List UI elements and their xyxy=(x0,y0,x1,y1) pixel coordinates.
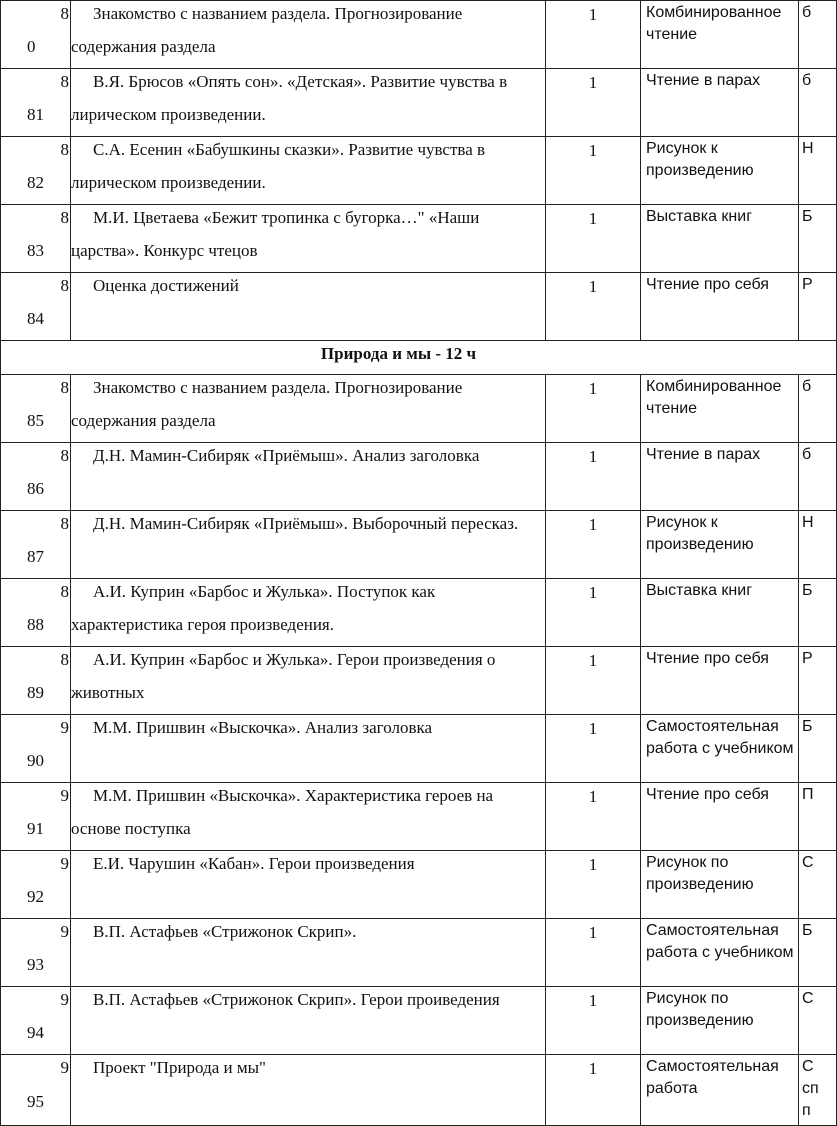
table-row xyxy=(1,579,837,647)
lesson-number-clipped: 9 xyxy=(60,854,69,873)
table-row xyxy=(1,137,837,205)
lesson-number-clipped: 8 xyxy=(60,208,69,227)
lesson-topic-cell xyxy=(71,69,546,137)
lesson-topic-cell xyxy=(71,987,546,1055)
lesson-number-clipped: 9 xyxy=(60,786,69,805)
lesson-topic: Оценка достижений xyxy=(93,276,239,295)
lesson-hours-cell: 1 xyxy=(546,69,641,137)
lesson-extra: Р xyxy=(802,276,813,293)
lesson-topic: В.П. Астафьев «Стрижонок Скрип». Герои проиведения xyxy=(93,990,500,1009)
lesson-number-clipped: 9 xyxy=(60,990,69,1009)
lesson-number-clipped: 8 xyxy=(60,582,69,601)
lesson-number-cell xyxy=(1,579,71,647)
lesson-number-cell xyxy=(1,137,71,205)
lesson-hours-cell: 1 xyxy=(546,443,641,511)
lesson-form-cell: Чтение про себя xyxy=(641,273,799,341)
lesson-extra: С xyxy=(802,854,814,871)
lesson-extra: б xyxy=(802,4,812,21)
lesson-number-cell xyxy=(1,647,71,715)
lesson-topic: С.А. Есенин «Бабушкины сказки». Развитие чувства в лирическом произведении. xyxy=(71,140,486,192)
lesson-number-cell xyxy=(1,205,71,273)
lesson-form-cell: Выставка книг xyxy=(641,205,799,273)
lesson-topic: Проект "Природа и мы" xyxy=(93,1058,266,1077)
lesson-extra: б xyxy=(802,446,812,463)
lesson-form-cell: Рисунок к произведению xyxy=(641,511,799,579)
table-row xyxy=(1,1055,837,1126)
lesson-hours-cell: 1 xyxy=(546,137,641,205)
lesson-extra: С xyxy=(802,990,814,1007)
section-title: Природа и мы - 12 ч xyxy=(1,341,837,375)
table-row xyxy=(1,919,837,987)
lesson-topic-cell xyxy=(71,783,546,851)
lesson-number-clipped: 8 xyxy=(60,140,69,159)
lesson-extra: П xyxy=(802,786,814,803)
table-row xyxy=(1,783,837,851)
lesson-number-cell xyxy=(1,715,71,783)
lesson-form-cell: Рисунок по произведению xyxy=(641,851,799,919)
lesson-number-clipped: 8 xyxy=(60,276,69,295)
lesson-number: 81 xyxy=(27,105,44,124)
lesson-topic-cell xyxy=(71,205,546,273)
lesson-extra-cell xyxy=(799,205,837,273)
lesson-topic-cell xyxy=(71,375,546,443)
lesson-number-clipped: 8 xyxy=(60,72,69,91)
lesson-number: 0 xyxy=(27,37,36,56)
table-row xyxy=(1,851,837,919)
lesson-hours-cell: 1 xyxy=(546,647,641,715)
lesson-extra-cell xyxy=(799,919,837,987)
lesson-extra-cell xyxy=(799,579,837,647)
table-row xyxy=(1,443,837,511)
lesson-form-cell: Выставка книг xyxy=(641,579,799,647)
lesson-extra: Б xyxy=(802,582,813,599)
table-row xyxy=(1,273,837,341)
lesson-extra-cell xyxy=(799,375,837,443)
lesson-number-cell xyxy=(1,851,71,919)
lesson-topic: М.М. Пришвин «Выскочка». Анализ заголовка xyxy=(93,718,433,737)
lesson-number-clipped: 8 xyxy=(60,446,69,465)
lesson-extra-cell xyxy=(799,715,837,783)
lesson-number-cell xyxy=(1,375,71,443)
lesson-number-clipped: 8 xyxy=(60,378,69,397)
lesson-hours-cell: 1 xyxy=(546,851,641,919)
lesson-extra-cell xyxy=(799,851,837,919)
lesson-extra: Р xyxy=(802,650,813,667)
lesson-number-cell xyxy=(1,783,71,851)
lesson-extra-cell xyxy=(799,69,837,137)
lesson-hours-cell: 1 xyxy=(546,511,641,579)
lesson-topic: М.И. Цветаева «Бежит тропинка с бугорка…" «Наши царства». Конкурс чтецов xyxy=(71,208,480,260)
lesson-extra-cell xyxy=(799,1,837,69)
lesson-extra-cell xyxy=(799,783,837,851)
table-row xyxy=(1,69,837,137)
lesson-form-cell: Чтение в парах xyxy=(641,443,799,511)
lesson-topic: А.И. Куприн «Барбос и Жулька». Поступок как характеристика героя произведения. xyxy=(71,582,436,634)
lesson-form-cell: Самостоятельная работа с учебником xyxy=(641,919,799,987)
lesson-topic-cell xyxy=(71,443,546,511)
lesson-topic-cell xyxy=(71,511,546,579)
lesson-number-clipped: 9 xyxy=(60,922,69,941)
lesson-topic: Е.И. Чарушин «Кабан». Герои произведения xyxy=(93,854,415,873)
lesson-number: 91 xyxy=(27,819,44,838)
table-row xyxy=(1,1,837,69)
lesson-extra-cell xyxy=(799,511,837,579)
lesson-number: 94 xyxy=(27,1023,44,1042)
lesson-extra: С сп п xyxy=(802,1058,819,1119)
lesson-number-clipped: 9 xyxy=(60,718,69,737)
lesson-topic-cell xyxy=(71,851,546,919)
lesson-form-cell: Рисунок к произведению xyxy=(641,137,799,205)
lesson-number: 83 xyxy=(27,241,44,260)
lesson-topic-cell xyxy=(71,579,546,647)
lesson-extra: Б xyxy=(802,208,813,225)
lesson-form-cell: Чтение про себя xyxy=(641,783,799,851)
lesson-topic: А.И. Куприн «Барбос и Жулька». Герои произведения о животных xyxy=(71,650,496,702)
lesson-number-cell xyxy=(1,987,71,1055)
lesson-topic-cell xyxy=(71,1,546,69)
lesson-extra: б xyxy=(802,378,812,395)
lesson-extra-cell xyxy=(799,273,837,341)
lesson-form-cell: Комбинированное чтение xyxy=(641,375,799,443)
lesson-hours-cell: 1 xyxy=(546,783,641,851)
lesson-hours-cell: 1 xyxy=(546,987,641,1055)
lesson-hours-cell: 1 xyxy=(546,205,641,273)
lesson-extra: Н xyxy=(802,140,814,157)
lesson-form-cell: Рисунок по произведению xyxy=(641,987,799,1055)
lesson-hours-cell: 1 xyxy=(546,1,641,69)
lesson-form-cell: Чтение про себя xyxy=(641,647,799,715)
lesson-topic: Д.Н. Мамин-Сибиряк «Приёмыш». Выборочный пересказ. xyxy=(93,514,519,533)
lesson-number: 90 xyxy=(27,751,44,770)
lesson-topic: Знакомство с названием раздела. Прогнозирование содержания раздела xyxy=(71,4,463,56)
lesson-number: 87 xyxy=(27,547,44,566)
lesson-number-clipped: 8 xyxy=(60,514,69,533)
lesson-extra-cell xyxy=(799,1055,837,1126)
lesson-topic: В.П. Астафьев «Стрижонок Скрип». xyxy=(93,922,357,941)
lesson-number: 85 xyxy=(27,411,44,430)
lesson-extra: Н xyxy=(802,514,814,531)
lesson-topic-cell xyxy=(71,647,546,715)
lesson-number-cell xyxy=(1,69,71,137)
lesson-form-cell: Самостоятельная работа с учебником xyxy=(641,715,799,783)
lesson-number: 89 xyxy=(27,683,44,702)
lesson-form-cell: Чтение в парах xyxy=(641,69,799,137)
lesson-number: 93 xyxy=(27,955,44,974)
lesson-number: 84 xyxy=(27,309,44,328)
lesson-extra-cell xyxy=(799,987,837,1055)
lesson-extra: Б xyxy=(802,922,813,939)
lesson-number-clipped: 9 xyxy=(60,1058,69,1077)
lesson-number-cell xyxy=(1,511,71,579)
lesson-hours-cell: 1 xyxy=(546,919,641,987)
lesson-topic: Д.Н. Мамин-Сибиряк «Приёмыш». Анализ заголовка xyxy=(93,446,480,465)
lesson-number: 88 xyxy=(27,615,44,634)
lesson-number-cell xyxy=(1,1,71,69)
lesson-extra: б xyxy=(802,72,812,89)
lesson-number-cell xyxy=(1,273,71,341)
lesson-number-clipped: 8 xyxy=(60,4,69,23)
lesson-topic: В.Я. Брюсов «Опять сон». «Детская». Развитие чувства в лирическом произведении. xyxy=(71,72,508,124)
lesson-form-cell: Самостоятельная работа xyxy=(641,1055,799,1126)
lesson-extra-cell xyxy=(799,443,837,511)
lesson-number-clipped: 8 xyxy=(60,650,69,669)
lesson-hours-cell: 1 xyxy=(546,579,641,647)
lesson-topic-cell xyxy=(71,1055,546,1126)
lesson-topic: М.М. Пришвин «Выскочка». Характеристика героев на основе поступка xyxy=(71,786,494,838)
lesson-topic-cell xyxy=(71,919,546,987)
lesson-number: 95 xyxy=(27,1092,44,1111)
table-row xyxy=(1,205,837,273)
lesson-number-cell xyxy=(1,443,71,511)
section-header-row xyxy=(1,341,837,375)
lesson-hours-cell: 1 xyxy=(546,273,641,341)
lesson-hours-cell: 1 xyxy=(546,375,641,443)
lesson-number: 86 xyxy=(27,479,44,498)
lesson-extra-cell xyxy=(799,137,837,205)
lesson-topic-cell xyxy=(71,137,546,205)
lesson-hours-cell: 1 xyxy=(546,715,641,783)
table-row xyxy=(1,375,837,443)
lesson-plan-body xyxy=(1,1,837,1126)
lesson-extra: Б xyxy=(802,718,813,735)
lesson-number-cell xyxy=(1,1055,71,1126)
lesson-number: 92 xyxy=(27,887,44,906)
table-row xyxy=(1,987,837,1055)
lesson-hours-cell: 1 xyxy=(546,1055,641,1126)
table-row xyxy=(1,647,837,715)
lesson-number: 82 xyxy=(27,173,44,192)
lesson-extra-cell xyxy=(799,647,837,715)
lesson-form-cell: Комбинированное чтение xyxy=(641,1,799,69)
table-row xyxy=(1,511,837,579)
lesson-topic-cell xyxy=(71,273,546,341)
table-row xyxy=(1,715,837,783)
lesson-number-cell xyxy=(1,919,71,987)
lesson-topic-cell xyxy=(71,715,546,783)
lesson-topic: Знакомство с названием раздела. Прогнозирование содержания раздела xyxy=(71,378,463,430)
